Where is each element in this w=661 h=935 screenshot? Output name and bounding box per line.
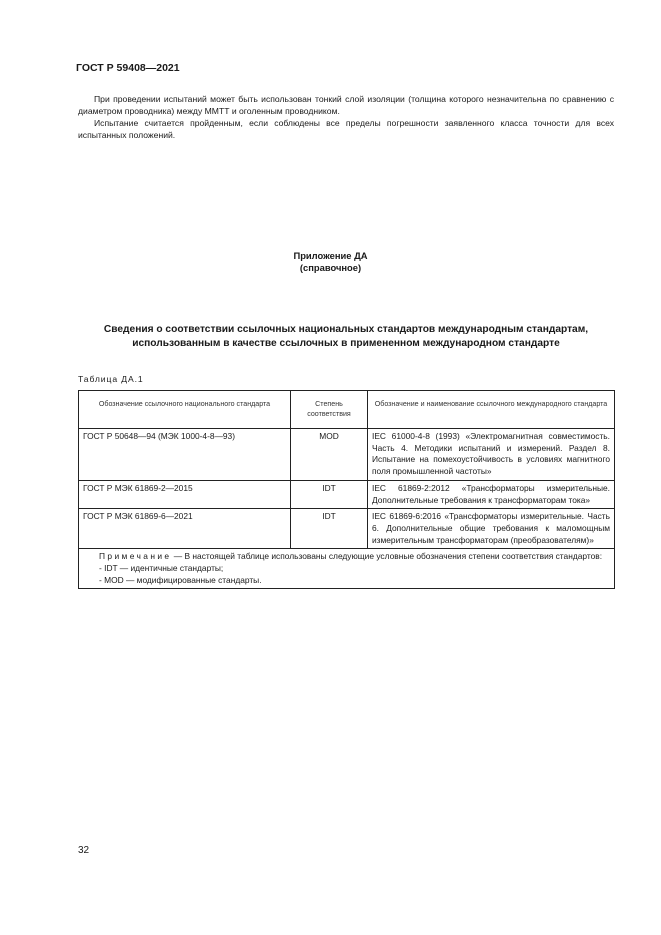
cell-degree: MOD bbox=[291, 429, 368, 481]
table-row bbox=[79, 509, 615, 549]
note-item-mod: - MOD — модифицированные стандарты. bbox=[99, 574, 262, 585]
table-row bbox=[79, 480, 615, 508]
header-national-standard: Обозначение ссылочного национального стандарта bbox=[79, 391, 291, 429]
annex-heading bbox=[0, 250, 661, 274]
note-label: Примечание bbox=[99, 551, 172, 562]
table-row bbox=[79, 429, 615, 481]
section-title: Сведения о соответствии ссылочных национальных стандартов международным стандартам, использованным в качестве ссылочных в примененном международном стандарте bbox=[103, 324, 589, 349]
table-header-row bbox=[79, 391, 615, 429]
header-international-standard: Обозначение и наименование ссылочного международного стандарта bbox=[368, 391, 615, 429]
annex-subtitle: (справочное) bbox=[299, 262, 362, 273]
note-item-idt: - IDT — идентичные стандарты; bbox=[99, 563, 224, 574]
note-text: — В настоящей таблице использованы следующие условные обозначения степени соответствия стандартов: bbox=[171, 551, 603, 562]
page-number: 32 bbox=[78, 845, 90, 856]
cell-national-standard: ГОСТ Р МЭК 61869-2—2015 bbox=[79, 480, 291, 508]
body-paragraph-1: При проведении испытаний может быть использован тонкий слой изоляции (толщина которого незначительна по сравнению с диаметром проводника) между ММТТ и оголенным проводником. bbox=[78, 94, 614, 116]
cell-international-standard: IEC 61000-4-8 (1993) «Электромагнитная совместимость. Часть 4. Методики испытаний и измерений. Раздел 8. Испытание на помехоустойчивость в условиях магнитного поля промышленной частоты» bbox=[368, 429, 615, 481]
cell-international-standard: IEC 61869-2:2012 «Трансформаторы измерительные. Дополнительные требования к трансформаторам тока» bbox=[368, 480, 615, 508]
cell-degree: IDT bbox=[291, 480, 368, 508]
cell-national-standard: ГОСТ Р 50648—94 (МЭК 1000-4-8—93) bbox=[79, 429, 291, 481]
table-caption: Таблица ДА.1 bbox=[78, 374, 144, 384]
body-paragraph-2: Испытание считается пройденным, если соблюдены все пределы погрешности заявленного класса точности для всех испытанных положений. bbox=[78, 118, 614, 140]
table-note bbox=[79, 549, 615, 589]
cell-international-standard: IEC 61869-6:2016 «Трансформаторы измерительные. Часть 6. Дополнительные общие требования к маломощным измерительным трансформаторам (преобразователям)» bbox=[368, 509, 615, 549]
cell-national-standard: ГОСТ Р МЭК 61869-6—2021 bbox=[79, 509, 291, 549]
document-number: ГОСТ Р 59408—2021 bbox=[76, 62, 180, 74]
correspondence-table bbox=[78, 390, 615, 589]
header-degree: Степень соответствия bbox=[291, 391, 368, 429]
table-note-row bbox=[79, 549, 615, 589]
cell-degree: IDT bbox=[291, 509, 368, 549]
annex-title: Приложение ДА bbox=[293, 250, 368, 261]
